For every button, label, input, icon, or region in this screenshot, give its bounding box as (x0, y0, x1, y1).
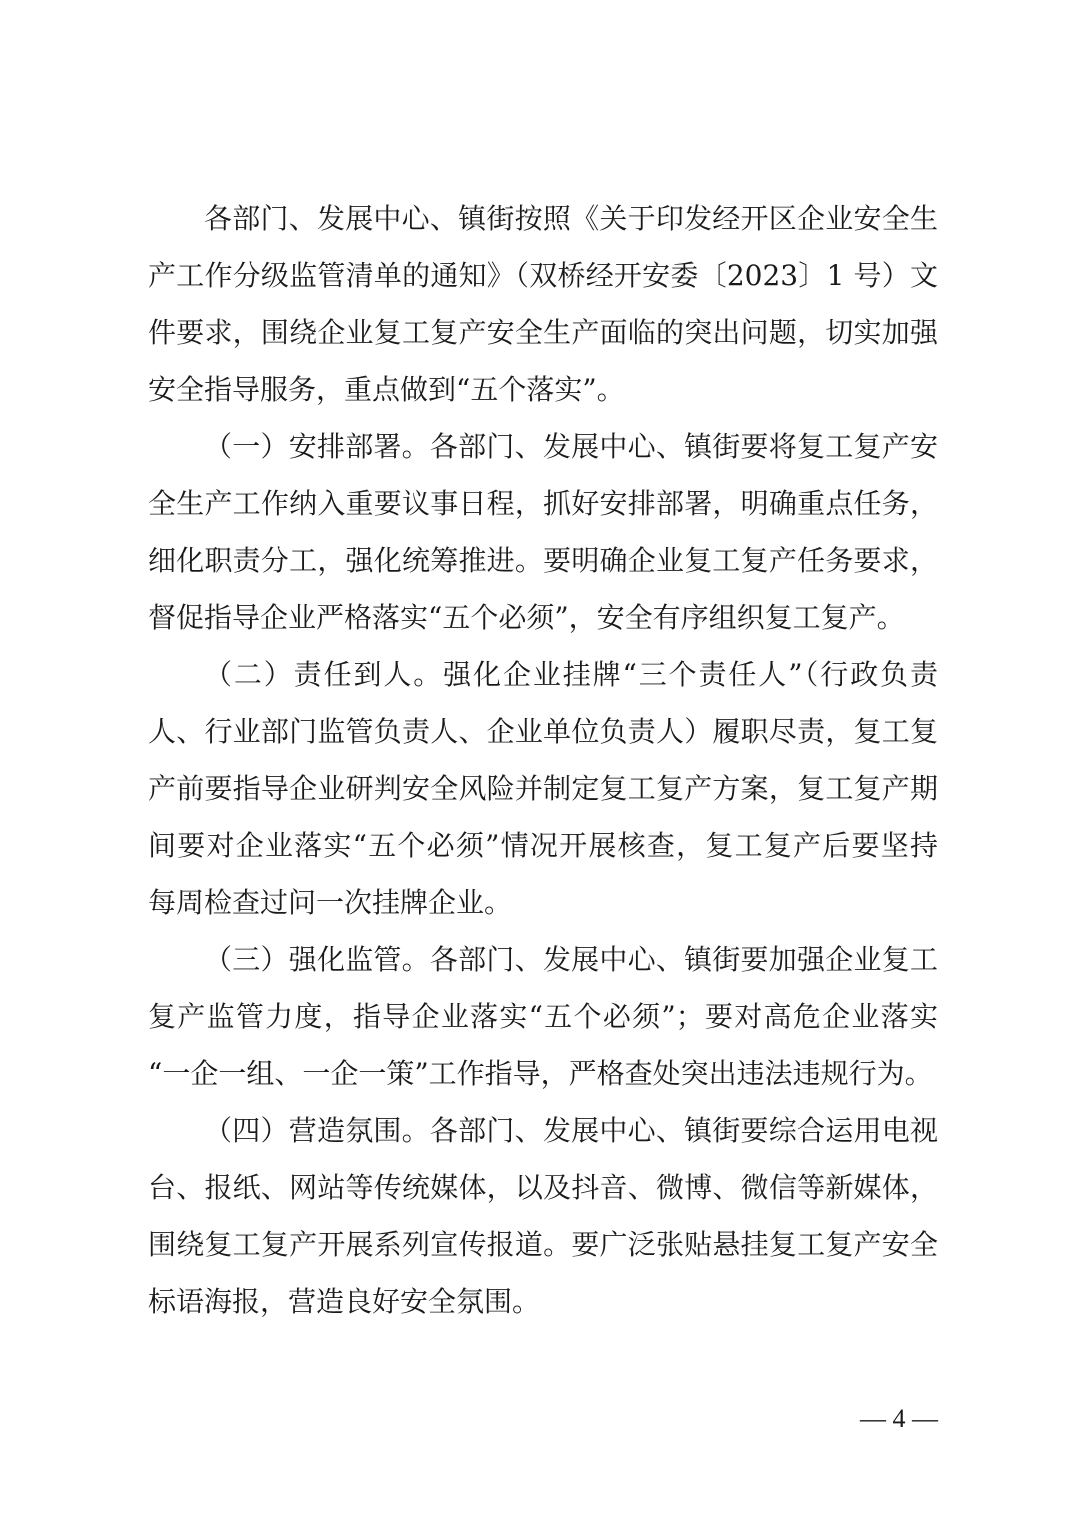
paragraph-supervision-line: （三）强化监管。各部门、发展中心、镇街要加强企业复工 (204, 943, 938, 976)
paragraph-atmosphere-line: 标语海报，营造良好安全氛围。 (148, 1285, 541, 1318)
paragraph-intro-line: 产工作分级监管清单的通知》（双桥经开安委〔2023〕1 号）文 (148, 259, 938, 292)
paragraph-responsibility-line: 每周检查过问一次挂牌企业。 (148, 886, 513, 919)
paragraph-arrangement-line: 全生产工作纳入重要议事日程，抓好安排部署，明确重点任务， (148, 487, 938, 520)
paragraph-responsibility-line: 人、行业部门监管负责人、企业单位负责人）履职尽责，复工复 (148, 715, 938, 748)
page-number: — 4 — (860, 1404, 938, 1433)
paragraph-responsibility-line: 产前要指导企业研判安全风险并制定复工复产方案，复工复产期 (148, 772, 938, 805)
paragraph-arrangement-line: （一）安排部署。各部门、发展中心、镇街要将复工复产安 (204, 430, 938, 463)
paragraph-intro-line: 件要求，围绕企业复工复产安全生产面临的突出问题，切实加强 (148, 316, 938, 349)
paragraph-arrangement-line: 督促指导企业严格落实“五个必须”，安全有序组织复工复产。 (148, 601, 905, 634)
paragraph-atmosphere-line: 围绕复工复产开展系列宣传报道。要广泛张贴悬挂复工复产安全 (148, 1228, 938, 1261)
body-text (148, 190, 938, 1330)
paragraph-supervision-line: “一企一组、一企一策”工作指导，严格查处突出违法违规行为。 (148, 1057, 933, 1090)
paragraph-responsibility-line: （二）责任到人。强化企业挂牌“三个责任人”（行政负责 (204, 658, 938, 691)
paragraph-intro-line: 安全指导服务，重点做到“五个落实”。 (148, 373, 625, 406)
paragraph-supervision-line: 复产监管力度，指导企业落实“五个必须”；要对高危企业落实 (148, 1000, 938, 1033)
paragraph-atmosphere-line: 台、报纸、网站等传统媒体，以及抖音、微博、微信等新媒体， (148, 1171, 938, 1204)
paragraph-atmosphere-line: （四）营造氛围。各部门、发展中心、镇街要综合运用电视 (204, 1114, 938, 1147)
paragraph-arrangement-line: 细化职责分工，强化统筹推进。要明确企业复工复产任务要求， (148, 544, 938, 577)
paragraph-responsibility-line: 间要对企业落实“五个必须”情况开展核查，复工复产后要坚持 (148, 829, 938, 862)
paragraph-intro-line: 各部门、发展中心、镇街按照《关于印发经开区企业安全生 (204, 202, 938, 235)
